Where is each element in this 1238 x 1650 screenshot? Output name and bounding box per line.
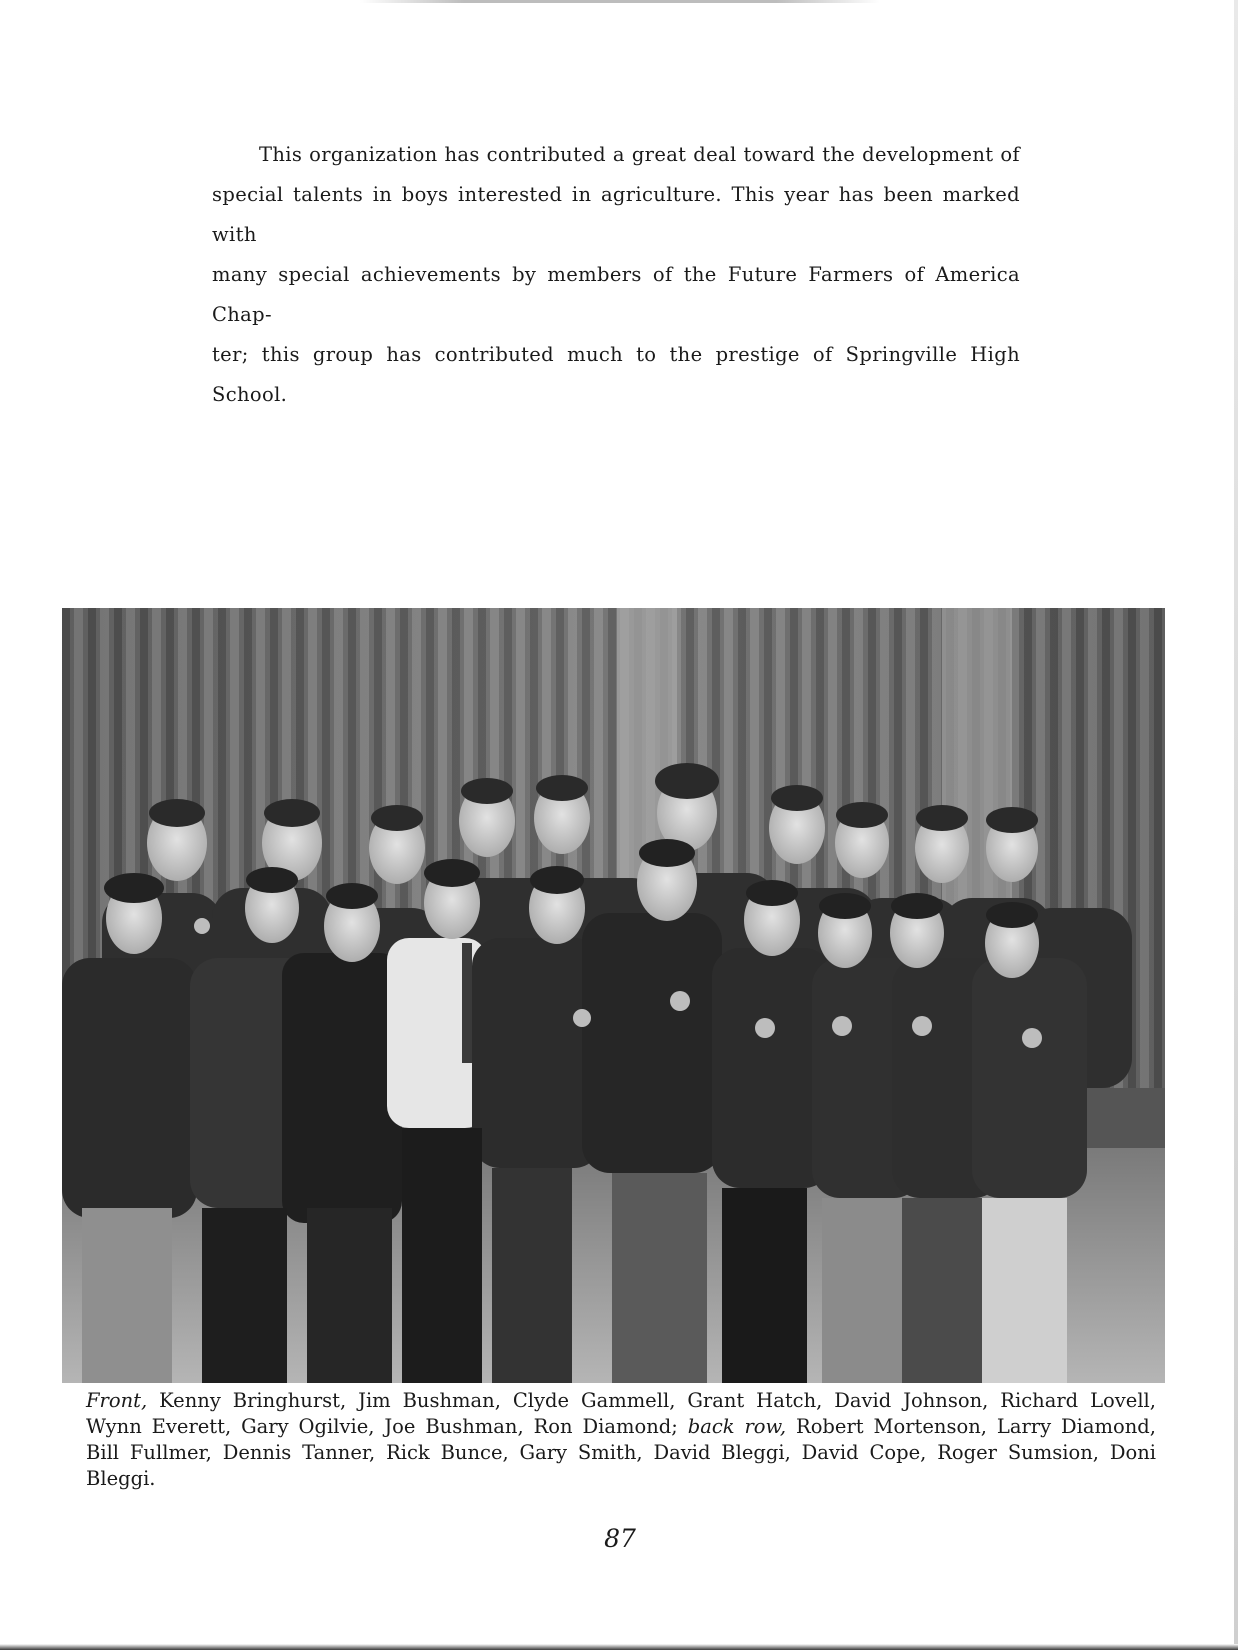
caption-line-2 bbox=[86, 1414, 1156, 1440]
intro-line: ter; this group has contributed much to the prestige of Springville High School. bbox=[212, 343, 1020, 406]
page-edge-bottom bbox=[0, 1644, 1238, 1650]
caption-names: Wynn Everett, Gary Ogilvie, Joe Bushman, Ron Diamond; bbox=[86, 1415, 688, 1438]
front-row-label: Front, bbox=[86, 1389, 148, 1412]
intro-paragraph bbox=[212, 135, 1020, 415]
striped-tie bbox=[462, 943, 472, 1063]
group-photo-image bbox=[62, 608, 1165, 1383]
page-edge-top bbox=[360, 0, 880, 3]
caption-names: Robert Mortenson, Larry Diamond, bbox=[786, 1415, 1156, 1438]
caption-line-3: Bill Fullmer, Dennis Tanner, Rick Bunce, Gary Smith, David Bleggi, David Cope, Roger Sumsion, Doni bbox=[86, 1441, 1156, 1464]
caption-line-4: Bleggi. bbox=[86, 1467, 156, 1490]
caption-line-1 bbox=[86, 1388, 1156, 1414]
intro-line: special talents in boys interested in agriculture. This year has been marked with bbox=[212, 183, 1020, 246]
intro-line: many special achievements by members of the Future Farmers of America Chap- bbox=[212, 263, 1020, 326]
photo-caption bbox=[86, 1388, 1156, 1492]
group-photo bbox=[62, 608, 1165, 1383]
caption-names: Kenny Bringhurst, Jim Bushman, Clyde Gammell, Grant Hatch, David Johnson, Richard Lovell, bbox=[147, 1389, 1156, 1412]
page-number: 87 bbox=[604, 1524, 636, 1553]
intro-line: This organization has contributed a great deal toward the development of bbox=[259, 143, 1020, 166]
back-row-label: back row, bbox=[687, 1415, 787, 1438]
page-edge-right bbox=[1234, 0, 1238, 1650]
